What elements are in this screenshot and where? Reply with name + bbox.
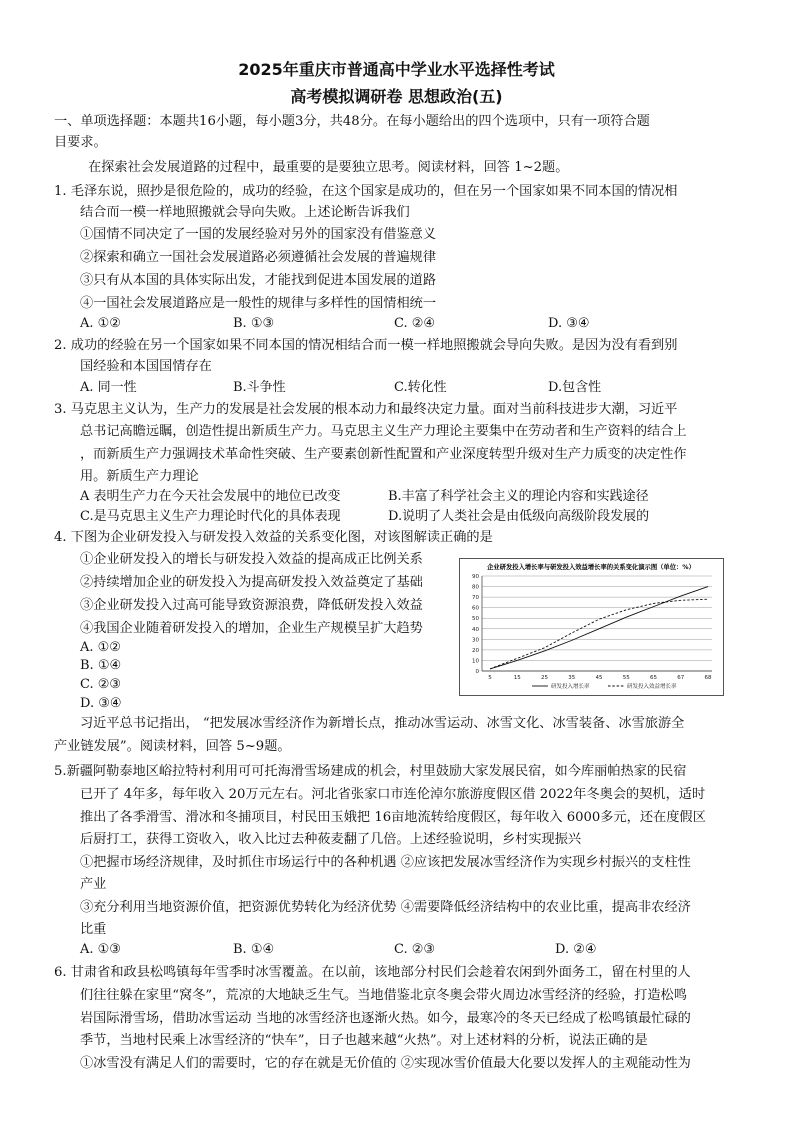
chart-legend-label: 研发投入增长率 — [551, 684, 590, 690]
q5-items-3-4: ③充分利用当地资源价值，把资源优势转化为经济优势 ④需要降低经济结构中的农业比重，提高非农经济 — [80, 900, 691, 915]
chart-y-tick-label: 30 — [472, 637, 479, 644]
q6-stem-line3: 岩国际滑雪场，借助冰雪运动 当地的冰雪经济也逐渐火热。如今，最寒冷的冬天已经成了松鸣镇最忙碌的 — [80, 1011, 691, 1026]
q1-item-3: ③只有从本国的具体实际出发，才能找到促进本国发展的道路 — [80, 273, 437, 288]
exam-title: 2025年重庆市普通高中学业水平选择性考试 — [238, 60, 555, 79]
q1-stem-line1: 1. 毛泽东说，照抄是很危险的，成功的经验，在这个国家是成功的，但在另一个国家如果不同本国的情况相 — [54, 184, 678, 199]
chart-x-tick-label: 55 — [622, 675, 630, 681]
material-intro-1: 在探索社会发展道路的过程中，最重要的是要独立思考。阅读材料，回答 1~2题。 — [88, 160, 569, 175]
q3-stem-line2: 总书记高瞻远瞩，创造性提出新质生产力。马克思主义生产力理论主要集中在劳动者和生产资料的结合上 — [80, 424, 687, 439]
chart-y-tick-label: 10 — [472, 658, 479, 665]
q2-option-c[interactable]: C.转化性 — [394, 380, 447, 395]
chart-legend-label: 研发投入效益增长率 — [627, 684, 677, 690]
q4-stem: 4. 下图为企业研发投入与研发投入效益的关系变化图，对该图解读正确的是 — [54, 530, 493, 545]
section-instruction-line2: 目要求。 — [54, 135, 107, 150]
q2-option-d[interactable]: D.包含性 — [548, 380, 602, 395]
q3-stem-line4: 用。新质生产力理论 — [80, 469, 199, 484]
chart-x-tick-label: 67 — [677, 675, 685, 681]
q3-stem-line3: ，而新质生产力强调技术革命性突破、生产要素创新性配置和产业深度转型升级对生产力质变的决定性作 — [80, 447, 687, 462]
q3-option-a[interactable]: A 表明生产力在今天社会发展中的地位已改变 — [80, 489, 341, 504]
q5-items-3-4-cont: 比重 — [80, 922, 107, 937]
chart-y-tick-label: 0 — [475, 669, 479, 675]
chart-x-tick-label: 45 — [595, 675, 603, 681]
chart-title: 企业研发投入增长率与研发投入效益增长率的关系变化演示图（单位：%） — [487, 564, 695, 571]
rd-investment-chart — [459, 558, 724, 696]
q1-option-b[interactable]: B. ①③ — [233, 316, 275, 331]
q4-option-b[interactable]: B. ①④ — [80, 658, 122, 673]
q2-stem-line1: 2. 成功的经验在另一个国家如果不同本国的情况相结合而一模一样地照搬就会导向失败。是因为没有看到别 — [54, 338, 678, 353]
q4-item-1: ①企业研发投入的增长与研发投入效益的提高成正比例关系 — [80, 552, 423, 567]
q2-option-b[interactable]: B.斗争性 — [233, 380, 286, 395]
chart-y-tick-label: 20 — [472, 647, 479, 654]
section-instruction-line1: 一、单项选择题：本题共16小题，每小题3分，共48分。在每小题给出的四个选项中，只有一项符合题 — [54, 114, 650, 129]
q6-stem-line1: 6. 甘肃省和政县松鸣镇每年雪季时冰雪覆盖。在以前，该地部分村民们会趁着农闲到外面务工，留在村里的人 — [54, 965, 691, 980]
q4-item-4: ④我国企业随着研发投入的增加，企业生产规模呈扩大趋势 — [80, 621, 423, 636]
chart-x-tick-label: 35 — [568, 675, 576, 681]
material-intro-2-line1: 习近平总书记指出， “把发展冰雪经济作为新增长点，推动冰雪运动、冰雪文化、冰雪装备、冰雪旅游全 — [80, 716, 685, 731]
q1-option-d[interactable]: D. ③④ — [548, 316, 590, 331]
chart-y-tick-label: 50 — [472, 616, 479, 623]
chart-x-tick-label: 65 — [650, 675, 657, 681]
chart-y-tick-label: 80 — [472, 584, 479, 591]
chart-y-tick-label: 60 — [472, 605, 479, 612]
chart-y-tick-label: 70 — [472, 595, 479, 602]
q2-option-a[interactable]: A. 同一性 — [80, 380, 137, 395]
q6-stem-line5: ①冰雪没有满足人们的需要时，它的存在就是无价值的 ②实现冰雪价值最大化要以发挥人的主观能动性为 — [80, 1056, 691, 1071]
q1-option-c[interactable]: C. ②④ — [394, 316, 436, 331]
q3-option-b[interactable]: B.丰富了科学社会主义的理论内容和实践途径 — [388, 489, 649, 504]
chart-x-tick-label: 68 — [704, 675, 712, 681]
q5-option-a[interactable]: A. ①③ — [80, 942, 121, 957]
chart-y-tick-label: 40 — [472, 626, 479, 633]
q3-option-d[interactable]: D.说明了人类社会是由低级向高级阶段发展的 — [388, 509, 650, 524]
q5-option-d[interactable]: D. ②④ — [555, 942, 597, 957]
q1-option-a[interactable]: A. ①② — [80, 316, 121, 331]
q1-stem-line2: 结合而一模一样地照搬就会导向失败。上述论断告诉我们 — [80, 205, 410, 220]
q6-stem-line2: 们往往躲在家里“窝冬”，荒凉的大地缺乏生气。当地借鉴北京冬奥会带火周边冰雪经济的经验，打造松鸣 — [80, 988, 687, 1003]
chart-x-tick-label: 15 — [513, 675, 521, 681]
q5-option-c[interactable]: C. ②③ — [394, 942, 436, 957]
q4-option-a[interactable]: A. ①② — [80, 640, 121, 655]
chart-svg — [460, 559, 723, 695]
q4-item-2: ②持续增加企业的研发投入为提高研发投入效益奠定了基础 — [80, 575, 423, 590]
q5-stem-line3: 推出了各季滑雪、滑冰和冬捕项目，村民田玉娥把 16亩地流转给度假区，每年收入 6000多元，还在度假区 — [80, 810, 706, 825]
q1-item-2: ②探索和确立一国社会发展道路必须遵循社会发展的普遍规律 — [80, 250, 437, 265]
q4-option-d[interactable]: D. ③④ — [80, 696, 122, 711]
q5-stem-line4: 后厨打工，获得工资收入，收入比过去种莜麦翻了几倍。上述经验说明，乡村实现振兴 — [80, 832, 582, 847]
q1-item-1: ①国情不同决定了一国的发展经验对另外的国家没有借鉴意义 — [80, 227, 437, 242]
chart-x-tick-label: 5 — [488, 675, 492, 681]
q5-stem-line1: 5.新疆阿勒泰地区峪拉特村利用可可托海滑雪场建成的机会，村里鼓励大家发展民宿，如今库丽帕热家的民宿 — [54, 764, 687, 779]
q4-option-c[interactable]: C. ②③ — [80, 677, 122, 692]
q5-items-1-2-cont: 产业 — [80, 877, 107, 892]
chart-x-tick-label: 25 — [541, 675, 548, 681]
q5-stem-line2: 已开了 4年多，每年收入 20万元左右。河北省张家口市连伦淖尔旅游度假区借 2022年冬奥会的契机，适时 — [80, 787, 706, 802]
material-intro-2-line2: 产业链发展”。阅读材料，回答 5~9题。 — [54, 739, 291, 754]
q3-option-c[interactable]: C.是马克思主义生产力理论时代化的具体表现 — [80, 509, 341, 524]
exam-subtitle: 高考模拟调研卷 思想政治(五) — [290, 87, 503, 106]
q2-stem-line2: 国经验和本国国情存在 — [80, 359, 212, 374]
q5-option-b[interactable]: B. ①④ — [233, 942, 275, 957]
q6-stem-line4: 季节，当地村民乘上冰雪经济的“快车”，日子也越来越“火热”。对上述材料的分析，说法正确的是 — [80, 1033, 648, 1048]
q1-item-4: ④一国社会发展道路应是一般性的规律与多样性的国情相统一 — [80, 296, 437, 311]
q3-stem-line1: 3. 马克思主义认为，生产力的发展是社会发展的根本动力和最终决定力量。面对当前科技进步大潮，习近平 — [54, 402, 678, 417]
q5-items-1-2: ①把握市场经济规律，及时抓住市场运行中的各种机遇 ②应该把发展冰雪经济作为实现乡村振兴的支柱性 — [80, 855, 691, 870]
q4-item-3: ③企业研发投入过高可能导致资源浪费，降低研发投入效益 — [80, 598, 423, 613]
chart-y-tick-label: 90 — [472, 574, 479, 580]
